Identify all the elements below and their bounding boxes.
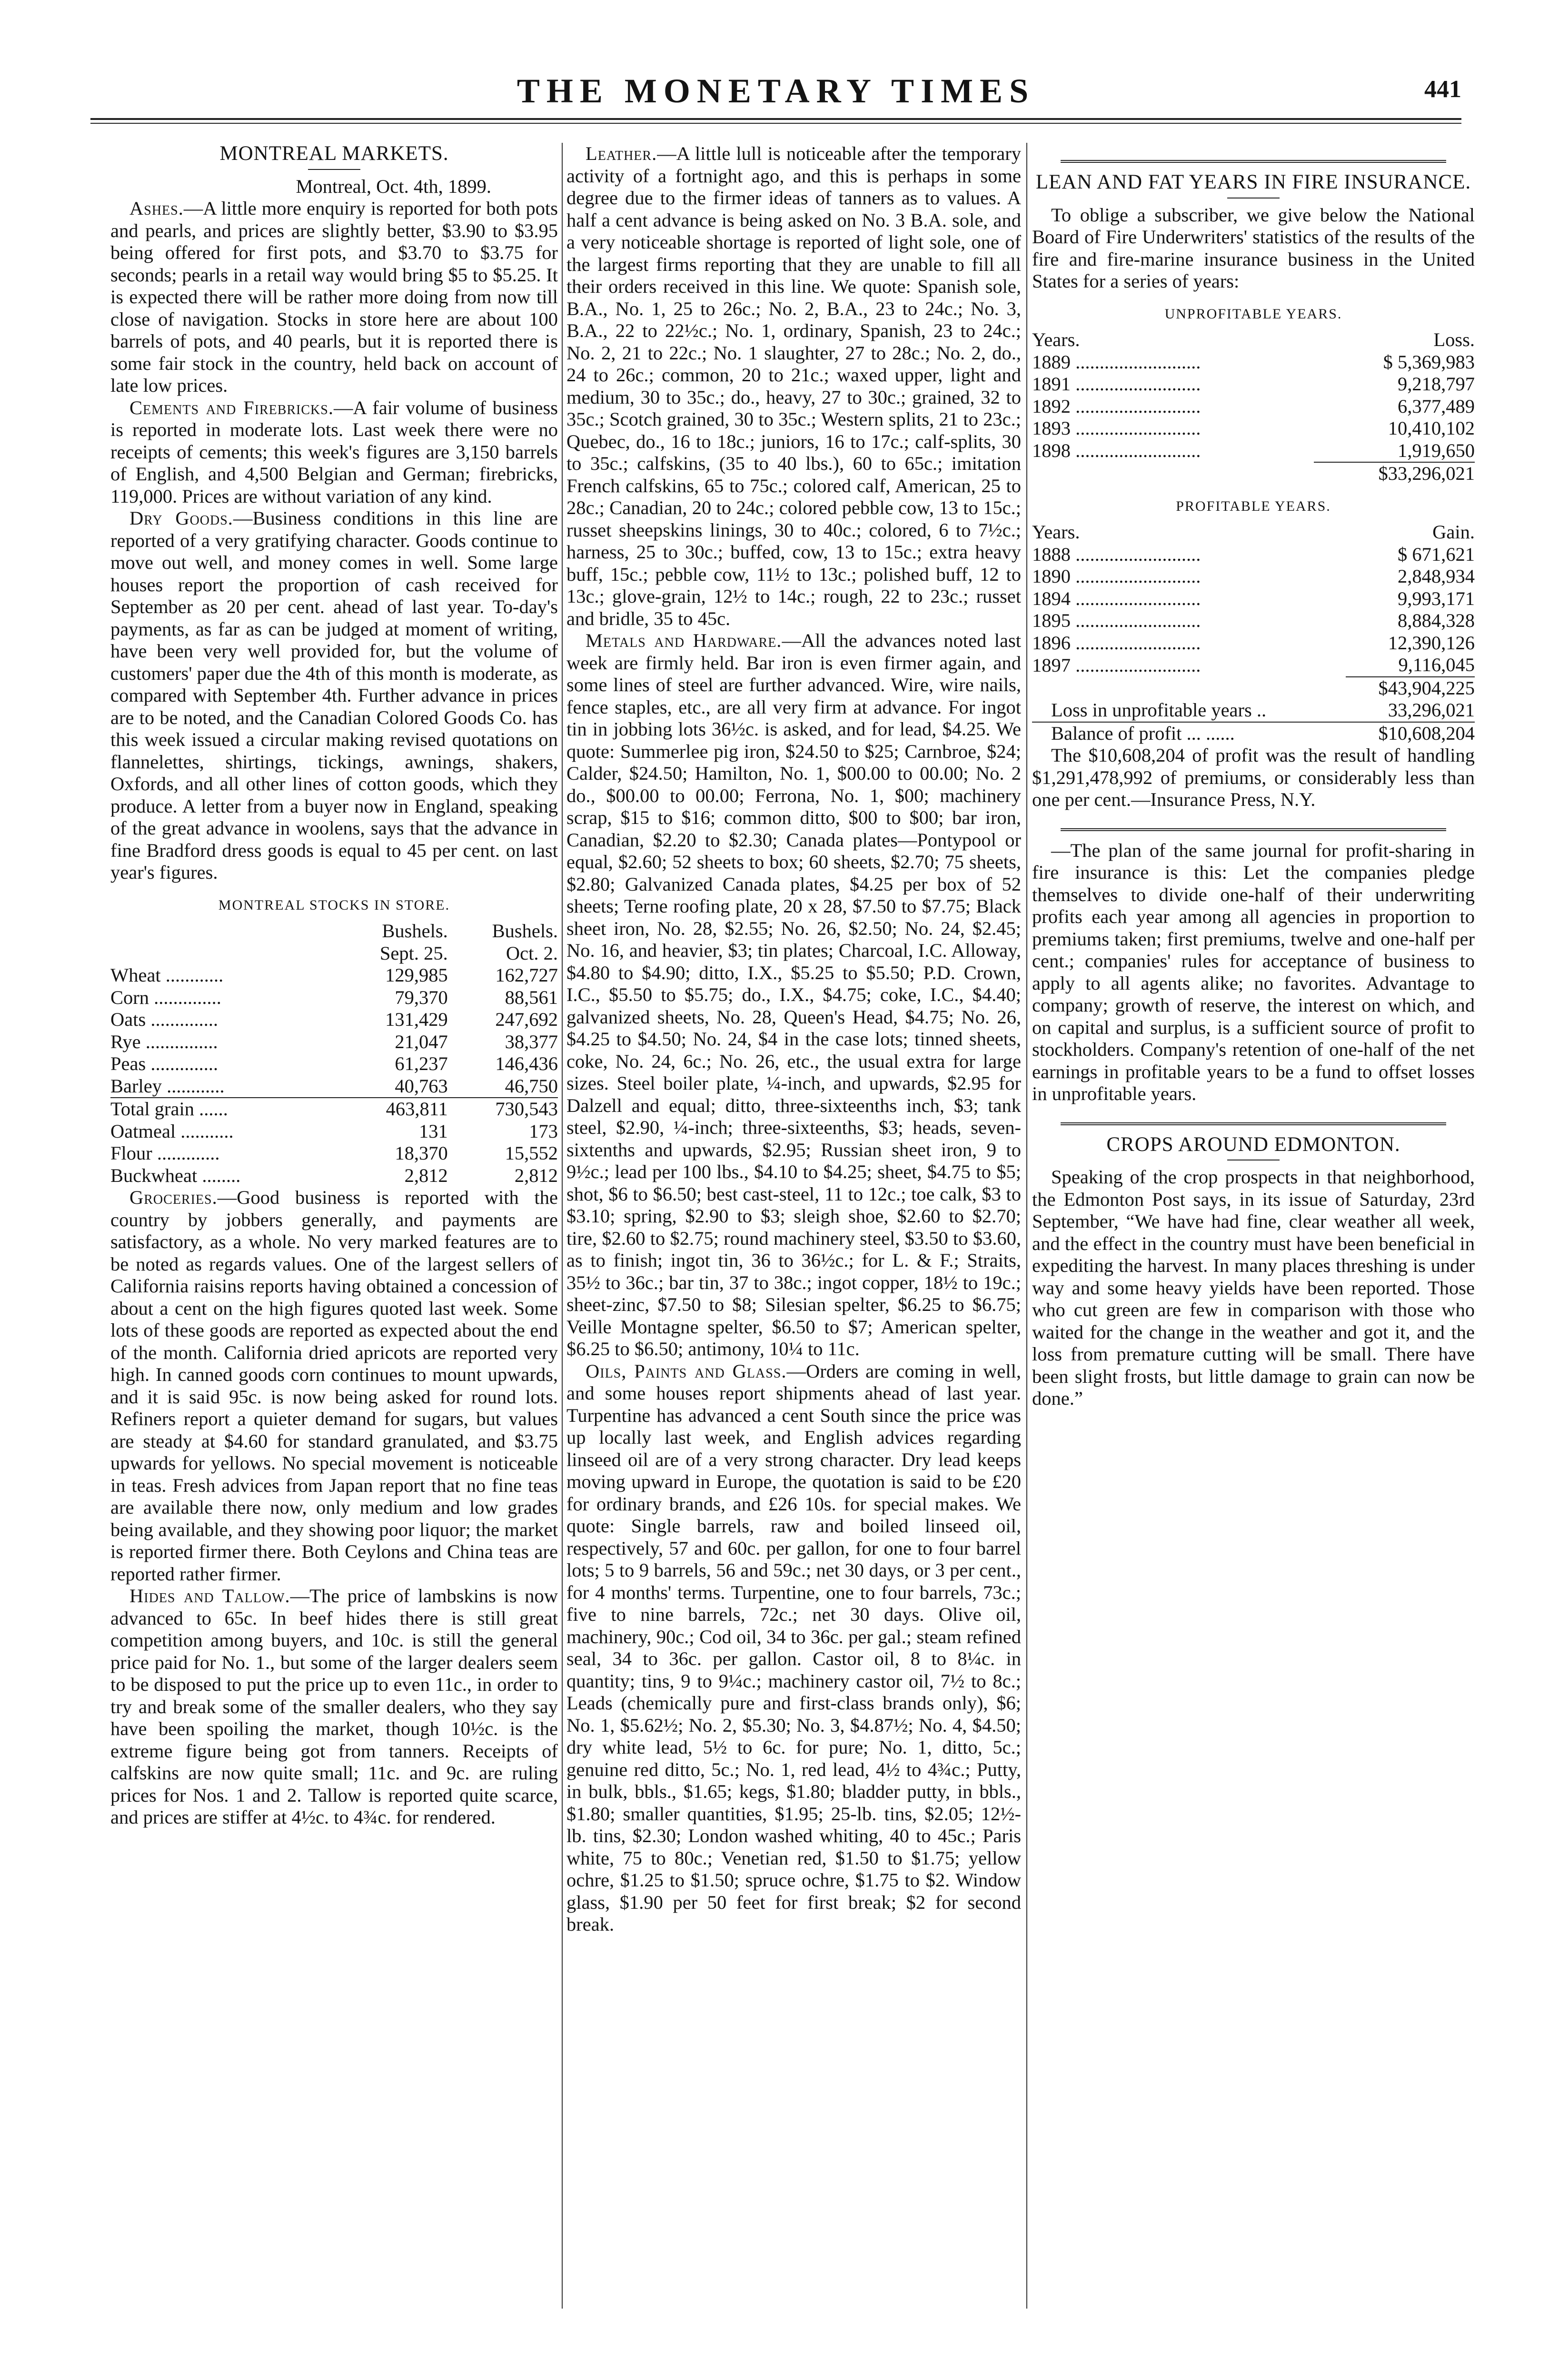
unprofitable-table [1032,329,1475,485]
table-row: 1890 .......................... 2,848,934 [1032,565,1475,587]
crops-title: CROPS AROUND EDMONTON. [1106,1133,1400,1156]
lean-fat-title: LEAN AND FAT YEARS IN FIRE INSURANCE. [1035,171,1471,193]
page-number: 441 [1424,76,1461,103]
column-2 [566,143,1021,2380]
stocks-unit-2: Bushels. [492,920,558,942]
metals-paragraph [566,630,1021,1360]
leather-heading: Leather. [586,143,657,164]
oils-text: —Orders are coming in well, and some houses report shipments ahead of last year. Turpentine has advanced a cent South since the price was up locally last week, and English advices regarding linseed oil are of a very strong character. Dry lead keeps moving upward in Europe, the quotation is said to be £20 for ordinary brands, and £26 10s. for special makes. We quote: Single barrels, raw and boiled linseed oil, respectively, 57 and 60c. per gallon, for one to four barrel lots; 5 to 9 barrels, 56 and 59c.; net 30 days, or 3 per cent., for 4 months' terms. Turpentine, one to four barrels, 73c.; five to nine barrels, 72c.; net 30 days. Olive oil, machinery, 90c.; Cod oil, 34 to 36c. per gal.; steam refined seal, 34 to 36c. per gallon. Castor oil, 8 to 8¼c. in quantity; tins, 9 to 9¼c.; machinery castor oil, 7½ to 8c.; Leads (chemically pure and first-class brands only), $6; No. 1, $5.62½; No. 2, $5.30; No. 3, $4.87½; No. 4, $4.50; dry white lead, 5½ to 6c. for pure; No. 1, ditto, 5c.; genuine red ditto, 5c.; No. 1, red lead, 4½ to 4¾c.; Putty, in bulk, bbls., $1.65; kegs, $1.80; bladder putty, in bbls., $1.80; smaller quantities, $1.95; 25-lb. tins, $2.05; 12½-lb. tins, $2.30; London washed whiting, 40 to 45c.; Paris white, 75 to 80c.; Venetian red, $1.50 to $1.75; yellow ochre, $1.25 to $1.50; spruce ochre, $1.75 to $2. Window glass, $1.90 per 50 feet for first break; $2 for second break. [566,1360,1021,1935]
stocks-table [110,920,558,1187]
total-row: $33,296,021 [1032,462,1475,485]
drygoods-heading: Dry Goods. [129,507,233,529]
drygoods-text: —Business conditions in this line are reported of a very gratifying character. Goods continue to move out well, and money comes in well. Some large houses report the proportion of cash received for September as 20 per cent. ahead of last year. To-day's payments, as far as can be judged at moment of writing, have been very well provided for, but the volume of customers' paper due the 4th of this month is moderate, as compared with September 4th. Further advance in prices are to be noted, and the Canadian Colored Goods Co. has this week issued a circular making revised quotations on flannelettes, shirtings, tickings, awnings, shakers, Oxfords, and all other lines of cotton goods, which they produce. A letter from a buyer now in England, speaking of the great advance in woolens, says that the advance in fine Bradford dress goods is equal to 45 per cent. on last year's figures. [110,507,558,883]
column-1 [110,143,558,2380]
hides-heading: Hides and Tallow. [129,1585,290,1606]
cements-paragraph [110,397,558,508]
stocks-date-row [110,942,558,965]
lean-intro: To oblige a subscriber, we give below the National Board of Fire Underwriters' statistics of the results of the fire and fire-marine insurance business in the United States for a series of years: [1032,204,1475,292]
groceries-text: —Good business is reported with the country by jobbers generally, and payments are satisfactory, as a whole. No very marked features are to be noted as regards values. One of the largest sellers of California raisins reports having obtained a concession of about a cent on the high figures quoted last week. Some lots of these goods are reported as expected about the end of the month. California dried apricots are reported very high. In canned goods corn continues to mount upwards, and it is said 95c. is now being asked for round lots. Refiners report a quieter demand for sugars, but values are steady at $4.60 for standard granulated, and $3.75 upwards for yellows. No special movement is noticeable in teas. Fresh advices from Japan report that no fine teas are available there now, only medium and low grades being available, and they showing poor liquor; the market is reported firmer there. Both Ceylons and China teas are reported rather firmer. [110,1187,558,1585]
stocks-unit-1: Bushels. [382,920,448,942]
loss-row: Loss in unprofitable years .. 33,296,021 [1051,699,1475,721]
column-3 [1032,143,1475,2380]
dateline: Montreal, Oct. 4th, 1899. [296,175,491,197]
hides-paragraph [110,1585,558,1829]
metals-text: —All the advances noted last week are firmly held. Bar iron is even firmer again, and some lines of steel are further advanced. Wire, wire nails, fence staples, etc., are all very firm at advance. For ingot tin in jobbing lots 36½c. is asked, and for lead, $4.25. We quote: Summerlee pig iron, $24.50 to $25; Carnbroe, $24; Calder, $24.50; Hamilton, No. 1, $00.00 to 00.00; No. 2 do., $00.00 to 00.00; Ferrona, No. 1, $00; machinery scrap, $15 to $16; common ditto, $00 to $00; bar iron, Canadian, $2.20 to $2.30; Canada plates—Pontypool or equal, $2.60; 52 sheets to box; 60 sheets, $2.70; 75 sheets, $2.80; Galvanized Canada plates, $4.25 per box of 52 sheets; Terne roofing plate, 20 x 28, $7.50 to $7.75; Black sheet iron, No. 28, $2.55; No. 26, $2.50; No. 24, $2.45; No. 16, and heavier, $3; tin plates; Charcoal, I.C. Alloway, $4.80 to $4.90; ditto, I.X., $5.25 to $5.50; P.D. Crown, I.C., $5.50 to $5.75; do., I.X., $4.75; coke, I.C., $4.40; galvanized sheets, No. 28, Queen's Head, $4.75; No. 26, $4.25 to $4.50; No. 24, $4 in the case lots; tinned sheets, coke, No. 24, 6c.; No. 26, etc., the usual extra for large sizes. Steel boiler plate, ¼-inch, and upwards, $2.95 for Dalzell and equal; ditto, three-sixteenths inch, $3; tank steel, $2.90, ¼-inch; three-sixteenths, $3; heads, seven-sixtenths and upwards, $2.95; Russian sheet iron, 9 to 9½c.; lead per 100 lbs., $4.10 to $4.25; sheet, $4.75 to $5; shot, $6 to $6.50; best cast-steel, 11 to 12c.; toe calk, $3 to $3.10; spring, $2.90 to $3; sleigh shoe, $2.60 to $2.70; tire, $2.60 to $2.75; round machinery steel, $3.50 to $3.60, as to finish; ingot tin, 36 to 36½c.; for L. & F.; Straits, 35½ to 36c.; bar tin, 37 to 38c.; ingot copper, 18½ to 19c.; sheet-zinc, $7.50 to $8; Silesian spelter, $6.25 to $6.75; Veille Montagne spelter, $6.50 to $7; American spelter, $6.25 to $6.50; antimony, 10¼ to 11c. [566,630,1021,1359]
groceries-paragraph [110,1187,558,1585]
table-row: Peas .............. 61,237 146,436 [110,1053,558,1074]
table-row: Rye ............... 21,047 38,377 [110,1031,558,1052]
header-rule-thin [90,123,1461,124]
drygoods-paragraph [110,507,558,884]
section-divider [1061,160,1446,163]
total-row: Total grain ...... 463,811 730,543 [110,1098,558,1120]
header-row: Years. Gain. [1032,521,1475,543]
table-row: Wheat ............ 129,985 162,727 [110,964,558,986]
profitable-table [1032,521,1475,744]
table-row: 1897 .......................... 9,116,045 [1032,654,1475,676]
oils-heading: Oils, Paints and Glass. [586,1360,787,1382]
cements-text: —A fair volume of business is reported in moderate lots. Last week there were no receipts of cements; this week's figures are 3,150 barrels of English, and 4,500 Belgian and German; firebricks, 119,000. Prices are without variation of any kind. [110,397,558,507]
ashes-paragraph [110,198,558,397]
montreal-markets-title: MONTREAL MARKETS. [219,143,449,165]
table-row: 1889 .......................... $ 5,369,983 [1032,351,1475,373]
hides-text: —The price of lambskins is now advanced to 65c. In beef hides there is still great competition among buyers, and 10c. is still the general price paid for No. 1., but some of the larger dealers seem to be disposed to put the price up to even 11c., in order to try and break some of the smaller dealers, who they say have been spoiling the market, though 10½c. is the extreme figure being got from tanners. Receipts of calfskins are now quite small; 11c. and 9c. are ruling prices for Nos. 1 and 2. Tallow is reported quite scarce, and prices are stiffer at 4½c. to 4¾c. for rendered. [110,1585,558,1828]
stocks-unit-row [110,920,558,942]
table-row: Flour ............. 18,370 15,552 [110,1142,558,1164]
table-row: 1895 .......................... 8,884,328 [1032,610,1475,631]
title-rule [308,169,360,170]
unprofitable-title: UNPROFITABLE YEARS. [1164,306,1342,322]
table-row: 1892 .......................... 6,377,489 [1032,395,1475,417]
table-row: 1896 .......................... 12,390,126 [1032,632,1475,654]
profitable-title: PROFITABLE YEARS. [1176,498,1331,514]
table-row: Corn .............. 79,370 88,561 [110,986,558,1008]
leather-text: —A little lull is noticeable after the temporary activity of a fortnight ago, and this is perhaps in some degree due to the firmer ideas of tanners as to values. A half a cent advance is being asked on No. 3 B.A. sole, and a very noticeable shortage is reported of light sole, one of the largest firms reporting that they are unable to fill all their orders received in this line. We quote: Spanish sole, B.A., No. 1, 25 to 26c.; No. 2, B.A., 23 to 24c.; No. 3, B.A., 22 to 22½c.; No. 1, ordinary, Spanish, 23 to 24c.; No. 2, 21 to 22c.; No. 1 slaughter, 27 to 28c.; No. 2, do., 24 to 26c.; common, 20 to 21c.; waxed upper, light and medium, 30 to 35c.; do., heavy, 27 to 30c.; grained, 32 to 35c.; Scotch grained, 30 to 35c.; Western splits, 21 to 23c.; Quebec, do., 16 to 18c.; juniors, 16 to 17c.; calf-splits, 30 to 35c.; calfskins, (35 to 40 lbs.), 60 to 65c.; imitation French calfskins, 65 to 75c.; colored calf, American, 25 to 28c.; Canadian, 20 to 24c.; colored pebble cow, 13 to 15c.; russet sheepskins linings, 30 to 40c.; colored, 6 to 7½c.; harness, 25 to 30c.; buffed, cow, 13 to 15c.; extra heavy buff, 15c.; pebble cow, 11½ to 13c.; polished buff, 12 to 13c.; glove-grain, 12½ to 14c.; rough, 22 to 23c.; russet and bridle, 35 to 45c. [566,143,1021,629]
table-row: Oats .............. 131,429 247,692 [110,1009,558,1030]
plan-paragraph: —The plan of the same journal for profit-sharing in fire insurance is this: Let the companies pledge themselves to divide one-half of their underwriting profits each year among all agencies in proportion to premiums taken; first premiums, twelve and one-half per cent.; companies' rules for acceptance of business to apply to all agents alike; no favorites. Advantage to company; growth of reserve, the interest on which, and on capital and surplus, is a sufficient source of profit to stockholders. Company's retention of one-half of the net earnings in profitable years to be a fund to offset losses in unprofitable years. [1032,839,1475,1104]
table-row: 1898 .......................... 1,919,650 [1032,439,1475,461]
lean-closing: The $10,608,204 of profit was the result of handling $1,291,478,992 of premiums, or considerably less than one per cent.—Insurance Press, N.Y. [1032,744,1475,810]
page-header [90,71,1461,114]
section-divider [1061,1122,1446,1125]
total-row: $43,904,225 [1032,677,1475,700]
header-rule-thick [90,118,1461,120]
header-row: Years. Loss. [1032,329,1475,350]
masthead-title: THE MONETARY TIMES [516,72,1035,110]
table-row: 1894 .......................... 9,993,171 [1032,587,1475,609]
metals-heading: Metals and Hardware. [586,630,782,651]
stocks-date-2: Oct. 2. [506,942,558,964]
column-divider-1 [562,143,563,2309]
oils-paragraph [566,1360,1021,1936]
stocks-table-title: MONTREAL STOCKS IN STORE. [218,897,450,913]
table-row: 1888 .......................... $ 671,621 [1032,543,1475,565]
leather-paragraph [566,143,1021,630]
ashes-text: —A little more enquiry is reported for both pots and pearls, and prices are slightly better, $3.90 to $3.95 being offered for first pots, and $3.70 to $3.75 for seconds; pearls in a retail way would bring $5 to $5.25. It is expected there will be rather more doing from now till close of navigation. Stocks in store here are about 100 barrels of pots, and 40 pearls, but it is reported there is some fair stock in the country, held back on account of late low prices. [110,198,558,396]
table-row: Buckwheat ........ 2,812 2,812 [110,1164,558,1186]
table-row: 1893 .......................... 10,410,102 [1032,417,1475,439]
table-row: 1891 .......................... 9,218,797 [1032,373,1475,395]
crops-paragraph: Speaking of the crop prospects in that neighborhood, the Edmonton Post says, in its issue of Saturday, 23rd September, “We have had fine, clear weather all week, and the effect in the country must have been beneficial in expediting the harvest. In many places threshing is under way and some heavy yields have been reported. Those who cut green are few in comparison with those who waited for the change in the weather and got it, and the loss from premature cutting will be small. There have been slight frosts, but little damage to grain can now be done.” [1032,1166,1475,1409]
table-row: Barley ............ 40,763 46,750 [110,1075,558,1097]
column-divider-2 [1026,143,1027,2309]
ashes-heading: Ashes. [129,198,184,219]
cements-heading: Cements and Firebricks. [129,397,334,418]
balance-row: Balance of profit ... ...... $10,608,204 [1032,722,1475,745]
groceries-heading: Groceries. [129,1187,218,1208]
table-row: Oatmeal ........... 131 173 [110,1120,558,1142]
section-divider [1061,828,1446,831]
stocks-date-1: Sept. 25. [379,942,448,964]
